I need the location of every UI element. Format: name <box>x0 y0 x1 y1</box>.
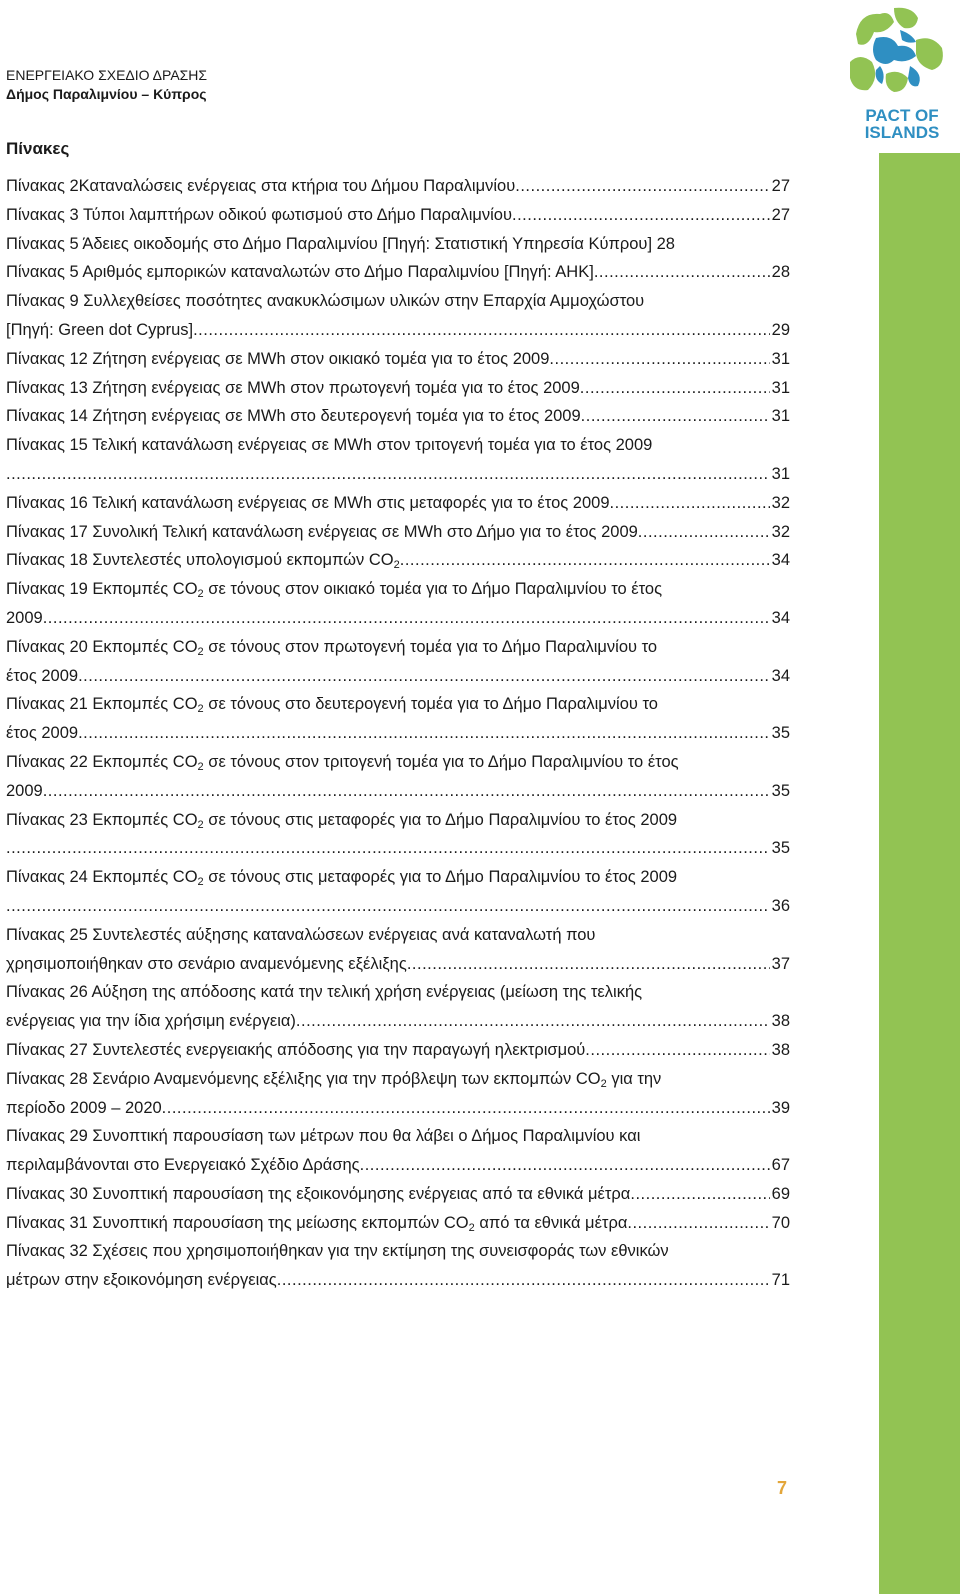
dot-leader <box>585 1036 769 1065</box>
document-header <box>6 66 207 104</box>
side-green-bar <box>879 153 960 1594</box>
toc-entry[interactable] <box>6 1237 790 1295</box>
toc-entry-text: Πίνακας 12 Ζήτηση ενέργειας σε MWh στον οικιακό τομέα για το έτος 2009 <box>6 349 550 368</box>
toc-entry-text: Πίνακας 5 Αριθμός εμπορικών καταναλωτών στο Δήμο Παραλιμνίου [Πηγή: ΑΗΚ] <box>6 263 594 282</box>
toc-entry-line <box>6 460 790 489</box>
toc-entry-text: Πίνακας 23 Εκπομπές $CO_2$ σε τόνους στις μεταφορές για το Δήμο Παραλιμνίου το έτος 2009 <box>6 810 678 831</box>
toc-entry-text: Πίνακας 16 Τελική κατανάλωση ενέργειας σε MWh στις μεταφορές για το έτος 2009 <box>6 493 610 512</box>
toc-entry[interactable] <box>6 431 790 489</box>
toc-page-number: 31 <box>771 378 790 397</box>
toc-entry-line <box>6 1007 790 1036</box>
toc-entry-text: Πίνακας 13 Ζήτηση ενέργειας σε MWh στον πρωτογενή τομέα για το έτος 2009 <box>6 378 580 397</box>
toc-entry-text: Πίνακας 30 Συνοπτική παρουσίαση της εξοικονόμησης ενέργειας από τα εθνικά μέτρα <box>6 1184 631 1203</box>
toc-entry-text: Πίνακας 26 Αύξηση της απόδοσης κατά την τελική χρήση ενέργειας (μείωση της τελικής <box>6 983 643 1002</box>
toc-entry[interactable] <box>6 489 790 518</box>
toc-entry-line <box>6 719 790 748</box>
dot-leader <box>630 1180 769 1209</box>
dot-leader <box>512 201 770 230</box>
toc-entry-line <box>6 258 790 287</box>
toc-entry[interactable] <box>6 748 790 806</box>
dot-leader <box>360 1151 770 1180</box>
toc-entry-text: Πίνακας 18 Συντελεστές υπολογισμού εκπομπών $CO_2$ <box>6 551 400 572</box>
toc-entry[interactable] <box>6 287 790 345</box>
dot-leader <box>6 892 770 921</box>
toc-entry-line <box>6 834 790 863</box>
toc-entry-text: έτος 2009 <box>6 666 79 685</box>
toc-entry-line <box>6 489 790 518</box>
subscript: 2 <box>197 645 204 658</box>
toc-page-number: 35 <box>771 724 790 743</box>
subscript: 2 <box>393 559 400 572</box>
toc-entry-line <box>6 1180 790 1209</box>
list-of-tables <box>6 172 790 1295</box>
toc-entry[interactable] <box>6 201 790 230</box>
toc-page-number: 34 <box>771 608 790 627</box>
toc-entry-text: 2009 <box>6 608 43 627</box>
toc-page-number: 35 <box>771 781 790 800</box>
toc-entry[interactable] <box>6 546 790 575</box>
toc-page-number: 34 <box>771 666 790 685</box>
toc-entry[interactable] <box>6 921 790 979</box>
toc-page-number: 32 <box>771 522 790 541</box>
toc-entry-text: 2009 <box>6 781 43 800</box>
toc-page-number: 31 <box>771 407 790 426</box>
toc-page-number: 28 <box>771 263 790 282</box>
toc-page-number: 31 <box>771 349 790 368</box>
toc-entry-line <box>6 604 790 633</box>
toc-entry-line <box>6 431 790 460</box>
dot-leader <box>78 719 770 748</box>
toc-entry[interactable] <box>6 172 790 201</box>
toc-page-number: 35 <box>771 839 790 858</box>
toc-entry-line <box>6 748 790 777</box>
logo-text-line2: ISLANDS <box>864 123 940 142</box>
toc-entry-line <box>6 402 790 431</box>
dot-leader <box>296 1007 770 1036</box>
toc-entry[interactable] <box>6 518 790 547</box>
toc-entry-text: ενέργειας για την ίδια χρήσιμη ενέργεια) <box>6 1012 296 1031</box>
toc-entry-text: έτος 2009 <box>6 724 79 743</box>
toc-entry[interactable] <box>6 863 790 921</box>
toc-entry-text: Πίνακας 5 Άδειες οικοδομής στο Δήμο Παραλιμνίου [Πηγή: Στατιστική Υπηρεσία Κύπρου] 28 <box>6 234 675 253</box>
dot-leader <box>407 950 770 979</box>
toc-entry-line <box>6 633 790 662</box>
dot-leader <box>580 374 770 403</box>
toc-entry[interactable] <box>6 806 790 864</box>
dot-leader <box>43 777 770 806</box>
toc-page-number: 39 <box>771 1098 790 1117</box>
toc-entry[interactable] <box>6 1036 790 1065</box>
toc-entry-line <box>6 1036 790 1065</box>
toc-entry-line <box>6 1266 790 1295</box>
toc-entry-line <box>6 1094 790 1123</box>
toc-page-number: 67 <box>771 1156 790 1175</box>
pact-of-islands-logo <box>846 4 960 142</box>
toc-entry-text: Πίνακας 9 Συλλεχθείσες ποσότητες ανακυκλώσιμων υλικών στην Επαρχία Αμμοχώστου <box>6 292 645 311</box>
dot-leader <box>162 1094 770 1123</box>
toc-page-number: 69 <box>771 1184 790 1203</box>
toc-entry-text: Πίνακας 20 Εκπομπές $CO_2$ σε τόνους στον πρωτογενή τομέα για το Δήμο Παραλιμνίου το <box>6 637 658 658</box>
page-number: 7 <box>777 1478 788 1498</box>
toc-page-number: 27 <box>771 205 790 224</box>
toc-entry-text: Πίνακας 17 Συνολική Τελική κατανάλωση ενέργειας σε MWh στο Δήμο για το έτος 2009 <box>6 522 638 541</box>
toc-entry-line <box>6 546 790 575</box>
dot-leader <box>6 460 770 489</box>
toc-entry-line <box>6 316 790 345</box>
toc-title: Πίνακες <box>6 139 70 158</box>
toc-entry-line <box>6 950 790 979</box>
dot-leader <box>594 258 770 287</box>
dot-leader <box>400 546 770 575</box>
toc-entry-line <box>6 1237 790 1266</box>
toc-entry-line <box>6 662 790 691</box>
toc-entry-line <box>6 518 790 547</box>
toc-page-number: 27 <box>771 177 790 195</box>
toc-entry-text: Πίνακας 22 Εκπομπές $CO_2$ σε τόνους στον τριτογενή τομέα για το Δήμο Παραλιμνίου το έτος <box>6 752 679 773</box>
toc-entry-line <box>6 978 790 1007</box>
toc-entry-text: Πίνακας 31 Συνοπτική παρουσίαση της μείωσης εκπομπών $CO_2$ από τα εθνικά μέτρα <box>6 1213 628 1234</box>
toc-entry-line <box>6 575 790 604</box>
toc-page-number: 70 <box>771 1213 790 1232</box>
toc-entry-text: Πίνακας 27 Συντελεστές ενεργειακής απόδοσης για την παραγωγή ηλεκτρισμού <box>6 1040 586 1059</box>
toc-entry[interactable] <box>6 1122 790 1180</box>
toc-entry[interactable] <box>6 1209 790 1238</box>
toc-entry-line <box>6 777 790 806</box>
toc-page-number: 34 <box>771 551 790 570</box>
toc-entry-text: περιλαμβάνονται στο Ενεργειακό Σχέδιο Δράσης <box>6 1156 360 1175</box>
toc-entry[interactable] <box>6 1065 790 1123</box>
dot-leader <box>515 172 769 201</box>
toc-entry-text: Πίνακας 29 Συνοπτική παρουσίαση των μέτρων που θα λάβει ο Δήμος Παραλιμνίου και <box>6 1127 641 1146</box>
dot-leader <box>43 604 770 633</box>
subscript: 2 <box>197 703 204 716</box>
toc-entry-line <box>6 172 790 201</box>
subscript: 2 <box>197 760 204 773</box>
toc-entry-line <box>6 345 790 374</box>
toc-entry-text: χρησιμοποιήθηκαν στο σενάριο αναμενόμενης εξέλιξης <box>6 954 407 973</box>
toc-entry[interactable] <box>6 402 790 431</box>
toc-page-number: 38 <box>771 1012 790 1031</box>
header-municipality: Δήμος Παραλιμνίου – Κύπρος <box>6 86 207 102</box>
subscript: 2 <box>197 588 204 601</box>
toc-entry[interactable] <box>6 633 790 691</box>
toc-entry[interactable] <box>6 1180 790 1209</box>
logo-text-line1: PACT OF <box>865 106 939 125</box>
dot-leader <box>78 662 770 691</box>
subscript: 2 <box>197 818 204 831</box>
subscript: 2 <box>197 876 204 889</box>
dot-leader <box>549 345 769 374</box>
toc-entry-line <box>6 921 790 950</box>
toc-entry-text: Πίνακας 24 Εκπομπές $CO_2$ σε τόνους στις μεταφορές για το Δήμο Παραλιμνίου το έτος 2009 <box>6 868 678 889</box>
toc-entry-text: [Πηγή: Green dot Cyprus] <box>6 320 194 339</box>
subscript: 2 <box>600 1077 607 1090</box>
toc-entry-text: περίοδο 2009 – 2020 <box>6 1098 162 1117</box>
toc-entry-text: Πίνακας 2Καταναλώσεις ενέργειας στα κτήρια του Δήμου Παραλιμνίου <box>6 177 516 195</box>
toc-entry-text: Πίνακας 3 Τύποι λαμπτήρων οδικού φωτισμού στο Δήμο Παραλιμνίου <box>6 205 512 224</box>
dot-leader <box>581 402 770 431</box>
dot-leader <box>627 1209 769 1238</box>
toc-page-number: 29 <box>771 320 790 339</box>
toc-page-number: 37 <box>771 954 790 973</box>
header-title: ΕΝΕΡΓΕΙΑΚΟ ΣΧΕΔΙΟ ΔΡΑΣΗΣ <box>6 67 208 83</box>
toc-entry[interactable] <box>6 345 790 374</box>
toc-entry-text: Πίνακας 21 Εκπομπές $CO_2$ σε τόνους στο δευτερογενή τομέα για το Δήμο Παραλιμνίου το <box>6 695 658 716</box>
toc-entry-text: Πίνακας 14 Ζήτηση ενέργειας σε MWh στο δευτερογενή τομέα για το έτος 2009 <box>6 407 581 426</box>
toc-entry-text: Πίνακας 19 Εκπομπές $CO_2$ σε τόνους στον οικιακό τομέα για το Δήμο Παραλιμνίου το έτος <box>6 580 663 601</box>
toc-entry-text: Πίνακας 15 Τελική κατανάλωση ενέργειας σε MWh στον τριτογενή τομέα για το έτος 2009 <box>6 436 653 455</box>
toc-entry-text: Πίνακας 32 Σχέσεις που χρησιμοποιήθηκαν για την εκτίμηση της συνεισφοράς των εθνικών <box>6 1242 669 1261</box>
dot-leader <box>277 1266 770 1295</box>
toc-entry-text: Πίνακας 25 Συντελεστές αύξησης καταναλώσεων ενέργειας ανά καταναλωτή που <box>6 925 596 944</box>
dot-leader <box>638 518 770 547</box>
toc-entry-line <box>6 230 790 259</box>
toc-page-number: 31 <box>771 464 790 483</box>
toc-entry-text: Πίνακας 28 Σενάριο Αναμενόμενης εξέλιξης για την πρόβλεψη των εκπομπών $CO_2$ για την <box>6 1069 662 1090</box>
toc-entry[interactable] <box>6 258 790 287</box>
toc-entry-line <box>6 863 790 892</box>
toc-page-number: 36 <box>771 896 790 915</box>
toc-entry[interactable] <box>6 374 790 403</box>
toc-entry-line <box>6 1209 790 1238</box>
toc-entry-text: μέτρων στην εξοικονόμηση ενέργειας <box>6 1271 277 1290</box>
toc-entry-line <box>6 1122 790 1151</box>
dot-leader <box>193 316 770 345</box>
toc-entry[interactable] <box>6 690 790 748</box>
dot-leader <box>6 834 770 863</box>
toc-entry-line <box>6 806 790 835</box>
toc-entry-line <box>6 892 790 921</box>
toc-entry[interactable] <box>6 575 790 633</box>
dot-leader <box>610 489 770 518</box>
toc-entry[interactable] <box>6 230 790 259</box>
toc-entry-line <box>6 1065 790 1094</box>
toc-entry[interactable] <box>6 978 790 1036</box>
toc-entry-line <box>6 1151 790 1180</box>
toc-entry-line <box>6 201 790 230</box>
toc-page-number: 71 <box>771 1271 790 1290</box>
toc-entry-line <box>6 690 790 719</box>
toc-entry-line <box>6 374 790 403</box>
subscript: 2 <box>468 1221 475 1234</box>
toc-page-number: 38 <box>771 1040 790 1059</box>
toc-page-number: 32 <box>771 493 790 512</box>
toc-entry-line <box>6 287 790 316</box>
